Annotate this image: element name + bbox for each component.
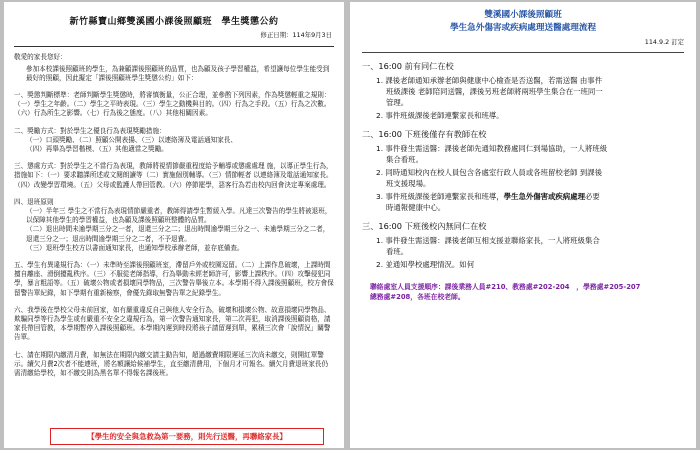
section-heading: 一、16:00 前有同仁在校 [362, 61, 454, 71]
contact-line: 總務處#208，各班在校老師。 [370, 293, 465, 301]
rules-section-text: 一、獎懲判斷標準：老師判斷學生獎懲時，將審慎衡量，公正合理，並參酌下列因素，作為獎懲輕重之規則：（一）學生之年齡。（二）學生之平時表現。（三）學生之動機與目的。（四）行為之手段。（五）行為之次數。（六）行為所生之影響。（七）行為後之態度。（八）其他相關因素。 [14, 91, 331, 118]
left-document-page [4, 2, 344, 448]
step-text: 3. 事件班級課後老師連繫家長和班導， [376, 192, 504, 201]
rules-section-text: 四、退班原則 [14, 197, 54, 206]
step-continuation: 管理。 [386, 98, 409, 107]
right-date: 114.9.2 訂定 [644, 38, 684, 46]
procedure-step [362, 235, 684, 257]
section-heading: 三、16:00 下班後校內無同仁在校 [362, 221, 487, 231]
rules-section-text: 七、請在期限內繳清月費，如無法在期限內繳交請主動告知，超過繳費期限遲延三次尚未繳交，則開紅單警示。續欠月費2次者不能連班，將名額讓給候補學生，直至繳清費用，下個月才可報名。續欠月費退班家長仍需清繳給學校，如不繳交則為黑名單不得報名課後班。 [14, 350, 329, 378]
right-section-1 [362, 61, 684, 121]
step-text: 2. 同時通知校內在校人員包含各處室行政人員或各班留校老師 到課後 [376, 168, 603, 177]
left-date: 修正日期：114年9月3日 [260, 31, 332, 40]
right-divider [362, 52, 684, 53]
contact-order [362, 282, 684, 302]
rules-section-text: 五、學生有異違規行為：（一）未準時至課後照顧班室，滯留戶外或校園逗留。（二）上課作息破壞，上課時間擅自離座、滑倒擾亂秩序。（三）不服從老師指導，行為舉動未經老師許可，影響上課秩序。（四）攻擊侵犯同學，暴言粗語等。（五）破壞公物或者損壞同學物品，三次警告舉後立本。本學期不得入課後照顧班，校方會保留警告單紀錄，如下學期有重新檢察，會優先錄取無警告單之紀錄學生。 [14, 261, 334, 297]
procedure-step [362, 110, 684, 121]
section-items [362, 143, 684, 213]
rules-section [14, 91, 334, 119]
procedure-step [362, 167, 684, 189]
procedure-step [362, 191, 684, 213]
step-text: 2. 事件班級課後老師連繫家長和班導。 [376, 111, 504, 120]
right-section-2 [362, 129, 684, 213]
left-greeting: 敬愛的家長您好： [14, 53, 67, 62]
rules-section [14, 306, 334, 343]
step-text: 2. 並通知學校處理情況。如何 [376, 260, 475, 269]
section-items [362, 75, 684, 121]
section-heading: 二、16:00 下班後僅存有教師在校 [362, 129, 487, 139]
procedure-step [362, 143, 684, 165]
step-continuation: 集合看班。 [386, 155, 423, 164]
rules-section-text: 三、懲處方式：對於學生之不當行為表現，教師將視情節嚴重程度給予輔導或懲處處理 施，以導正學生行為，措施如下：（一）要求聽課所述或文閱朗讀等（二）實施個別輔導。（三）情節輕者 以連絡簿及電話通知家長。（四）改變學習環境。（五）父母或監護人帶回管教。（六）停節罷學，惡客行為若由校內回會決定專案處理。 [14, 162, 333, 189]
left-intro: 參加本校課後照顧班的學生，為兼顧課後照顧班的品質，也為顧及孩子學習權益，希望讓每位學生能受到最好的照顧，因此擬定「課後照顧班學生獎懲公約」如下： [26, 64, 330, 82]
left-sections [14, 91, 334, 378]
rules-section [14, 162, 334, 190]
section-items [362, 235, 684, 270]
step-continuation: 班支援現場。 [386, 179, 431, 188]
step-text: 1. 事件發生需送醫：課後老師互相支援並聯絡家長，一人將班級集合 [376, 236, 600, 245]
left-title: 新竹縣寶山鄉雙溪國小課後照顧班 學生獎懲公約 [69, 17, 279, 27]
procedure-step [362, 259, 684, 270]
contact-line: 聯絡處室人員支援順序：課後業務人員#210、教務處#202-204 ，學務處#205-207 [370, 283, 641, 291]
rules-section-line: （二）退出時間未逾學期三分之一者，退還三分之二；退出時間逾學期三分之一、未逾學期三分之二者，退還三分之一；退出時間逾學期三分之二者，不予退費。 [26, 225, 330, 243]
step-continuation: 時通報健康中心。 [386, 203, 446, 212]
rules-section-line: （四）再舉為學習楷模、（五）其他適當之獎勵。 [26, 145, 168, 154]
right-title-school: 雙溪國小課後照顧班 [484, 10, 562, 20]
rules-section-text: 六、我學後在學校父母未前回家，如有嚴重違反自己與他人安全行為，破壞和損壞公物、故意損壞同學物品、欺騙同學等行為學生或有嚴重不安全之違規行為，第一次警告通知家長，第二次再犯，取消課後照顧資格，請家長帶回管教，本學期暫停入課後照顧班。本學期內遲到時段將孩子請留遲到單，累積三次會「說情況」關警告單。 [14, 305, 331, 342]
right-section-3 [362, 221, 684, 270]
step-emphasis: 學生急外傷害或疾病處理 [503, 192, 585, 201]
rules-section [14, 261, 334, 298]
left-divider [14, 46, 334, 47]
safety-footer-notice: 【學生的安全與急救為第一要務，則先行送醫，再聯絡家長】 [50, 428, 324, 445]
rules-section-line: （一）半年三 學生之不當行為表現情節嚴重者，教師得請學生暫緩入學。凡達三次警告的學生將被退班，以保障其他學生的學習權益，也為顧及課後照顧班整體的品質。 [26, 207, 332, 225]
right-document-page [350, 2, 696, 448]
step-continuation: 班級課後 老師陪同送醫，課後另班老師將兩班學生集合在一班同一 [386, 87, 603, 96]
step-text: 1. 課後老師通知承辦老師與健康中心檢查是否送醫，若需送醫 由事件 [376, 76, 603, 85]
rules-section-line: （一）口頭獎勵、（二）照顧公開表揚、（三）以連絡簿及電話通知家長、 [26, 135, 237, 144]
step-text: 1. 事件發生需送醫：課後老師先通知教務處同仁到場協助，一人將班級 [376, 144, 608, 153]
rules-section-line: （三）退班學生校方以書面通知家長，也通知學校承辦老師，並存底備查。 [26, 243, 244, 252]
rules-section [14, 198, 334, 253]
rules-section-text: 二、獎勵方式：對於學生之優良行為表現獎勵措施： [14, 126, 166, 135]
step-continuation: 看班。 [386, 247, 409, 256]
rules-section [14, 127, 334, 155]
right-title-procedure: 學生急外傷害或疾病處理送醫處理流程 [449, 23, 597, 33]
procedure-step [362, 75, 684, 108]
rules-section [14, 351, 334, 379]
step-text-tail: 必要 [584, 192, 600, 201]
